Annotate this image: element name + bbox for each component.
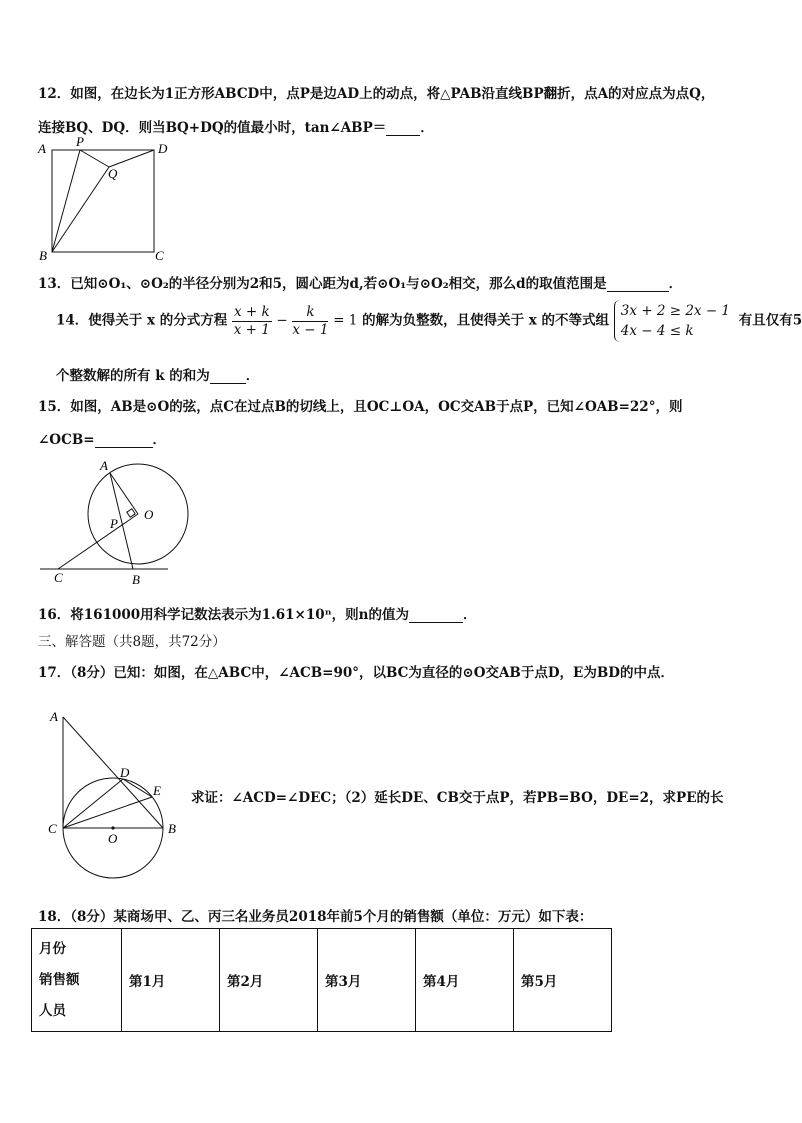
q14-fraction-1 [232,304,272,339]
q18-month-3: 第3月 [318,929,416,1032]
q17-label-B: B [168,821,176,836]
q15-label-B: B [132,572,140,587]
q18-month-4: 第4月 [416,929,514,1032]
q12-text-line2 [38,116,434,136]
q14-minus: − [276,312,288,329]
q12-label-P: P [76,134,84,149]
q18-month-2: 第2月 [220,929,318,1032]
q12-text-line2-b: ． [420,120,434,136]
q14-part1: 14．使得关于 x 的分式方程 [56,312,228,329]
q15-line2-b: ． [152,432,167,448]
q14-ineq2: 4x − 4 ≤ k [620,323,694,339]
q15-answer-blank[interactable] [95,435,153,448]
q14-frac2-den: x − 1 [292,321,329,338]
q15-text-line1: 15．如图，AB是⊙O的弦，点C在过点B的切线上，且OC⊥OA，OC交AB于点P，已知∠OAB=22°，则 [38,399,683,415]
q17-figure [44,707,184,882]
q17-label-D: D [120,765,130,780]
q14-answer-blank[interactable] [210,371,246,384]
q14-line2-a: 个整数解的所有 k 的和为 [56,368,210,384]
q17-label-E: E [153,783,161,798]
q14-fraction-2 [292,304,328,339]
q13-text-b: ． [668,276,683,292]
q16-text-b: ． [462,607,477,623]
q15-label-C: C [54,570,63,585]
q12-label-C: C [155,248,164,263]
q12-label-A: A [38,141,46,156]
q18-corner-sales: 销售额 [39,971,80,988]
q16-text-a: 16．将161000用科学记数法表示为1.61×10ⁿ，则n的值为 [38,607,409,623]
q15-line2-a: ∠OCB= [38,432,95,448]
q18-corner-person: 人员 [39,1002,66,1019]
q14-frac1-den: x + 1 [233,321,270,338]
q14-line2-b: ． [245,368,260,384]
q16-text [38,603,476,623]
q14-frac1-num: x + k [233,303,270,320]
q13-answer-blank[interactable] [607,279,669,292]
q15-label-O: O [144,507,154,522]
q18-table-corner-cell [32,929,122,1032]
q13-text [38,272,682,292]
q18-month-1: 第1月 [122,929,220,1032]
q14-part3: 有且仅有5 [738,312,802,329]
q14-frac2-num: k [292,304,328,322]
q15-label-A: A [100,458,108,473]
q18-corner-month: 月份 [39,940,66,957]
q12-text-line1: 12．如图，在边长为1正方形ABCD中，点P是边AD上的动点，将△PAB沿直线BP翻折，点A的对应点为点Q， [38,86,715,102]
q18-month-5: 第5月 [514,929,612,1032]
q14-text-line1 [56,300,802,342]
q14-ineq1: 3x + 2 ≥ 2x − 1 [620,303,731,319]
q12-text-line2-a: 连接BQ、DQ．则当BQ+DQ的值最小时，tan∠ABP＝ [38,120,387,136]
q12-answer-blank[interactable] [386,123,420,136]
section-3-heading: 三、解答题（共8题，共72分） [38,634,226,650]
q14-equals: = 1 [333,312,358,329]
q17-label-O: O [108,831,118,846]
q12-label-Q: Q [108,166,118,181]
q17-label-A: A [50,709,58,724]
q15-text-line2 [38,428,166,448]
q17-text-line2: 求证：∠ACD=∠DEC；（2）延长DE、CB交于点P，若PB=BO，DE=2，求PE的长 [191,790,724,806]
q12-label-B: B [39,248,47,263]
q12-figure-square [34,134,174,262]
q12-label-D: D [158,141,168,156]
q14-text-line2 [56,364,259,384]
table-row [32,929,612,1032]
q18-sales-table [31,928,612,1032]
q13-text-a: 13．已知⊙O₁、⊙O₂的半径分别为2和5，圆心距为d,若⊙O₁与⊙O₂相交，那么d的取值范围是 [38,276,607,292]
q14-part2: 的解为负整数，且使得关于 x 的不等式组 [362,312,610,329]
q15-label-P: P [110,516,118,531]
q14-inequality-system [614,300,734,342]
q17-label-C: C [48,821,57,836]
q17-text-line1: 17．（8分）已知：如图，在△ABC中，∠ACB=90°，以BC为直径的⊙O交AB于点D，E为BD的中点． [38,665,674,681]
q18-text-line1: 18．（8分）某商场甲、乙、丙三名业务员2018年前5个月的销售额（单位：万元）如下表： [38,909,593,925]
q16-answer-blank[interactable] [409,610,463,623]
q15-figure-circle [38,458,198,588]
